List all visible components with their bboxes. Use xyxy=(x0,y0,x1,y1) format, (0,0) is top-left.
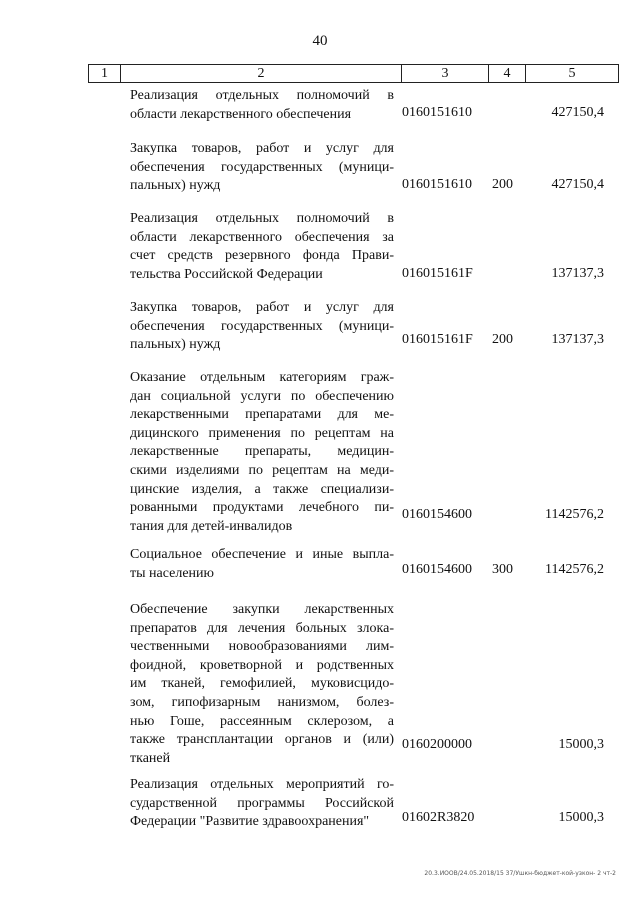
row-code: 0160154600 xyxy=(402,562,472,577)
description-line: лекарственными препаратами для ме- xyxy=(130,407,394,423)
description-line: Социальное обеспечение и иные выпла- xyxy=(130,547,394,562)
row-description xyxy=(130,210,394,284)
description-line: рованными продуктами лечебного пи- xyxy=(130,500,394,516)
row-amount: 137137,3 xyxy=(551,332,604,347)
description-line: области лекарственного обеспечения xyxy=(130,106,352,122)
row-amount: 427150,4 xyxy=(551,105,604,120)
description-line: цинские изделия, а также специализи- xyxy=(130,481,394,497)
description-line: счет средств резервного фонда Прави- xyxy=(130,248,394,264)
column-header-2: 2 xyxy=(121,65,402,83)
description-line: также трансплантации органов и (или) xyxy=(130,732,394,748)
description-line: Обеспечение закупки лекарственных xyxy=(130,602,394,617)
description-line: Реализация отдельных мероприятий го- xyxy=(130,777,394,792)
row-expense-type: 200 xyxy=(492,177,513,192)
column-header-1: 1 xyxy=(89,65,121,83)
row-amount: 1142576,2 xyxy=(545,507,604,522)
row-code: 0160154600 xyxy=(402,507,472,522)
row-amount: 427150,4 xyxy=(551,177,604,192)
description-line: пальных) нужд xyxy=(130,178,221,194)
column-header-table xyxy=(88,64,619,83)
description-line: Реализация отдельных полномочий в xyxy=(130,211,394,226)
description-line: лекарственные препараты, медицин- xyxy=(130,444,394,460)
row-description xyxy=(130,140,394,196)
row-description xyxy=(130,299,394,355)
row-description xyxy=(130,776,394,832)
footer-file-stamp: 20.3.ИООВ/24.05.2018/15 37/Ушкн-бюджет-кой-узкон- 2 чт-2 xyxy=(424,870,616,877)
description-line: фоидной, кроветворной и родственных xyxy=(130,657,394,673)
row-code: 0160151610 xyxy=(402,105,472,120)
description-line: препаратов для лечения больных злока- xyxy=(130,620,394,636)
row-code: 01602R3820 xyxy=(402,810,475,825)
description-line: нью Гоше, рассеянным склерозом, а xyxy=(130,713,394,729)
description-line: чественными новообразованиями лим- xyxy=(130,639,394,655)
description-line: скими изделиями по рецептам на меди- xyxy=(130,462,394,478)
row-expense-type: 200 xyxy=(492,332,513,347)
description-line: тканей xyxy=(130,750,171,766)
row-description xyxy=(130,546,394,583)
row-description xyxy=(130,87,394,124)
description-line: им тканей, гемофилией, муковисцидо- xyxy=(130,676,394,692)
row-code: 0160200000 xyxy=(402,737,472,752)
description-line: Оказание отдельным категориям граж- xyxy=(130,370,394,385)
column-header-5: 5 xyxy=(526,65,619,83)
description-line: обеспечения государственных (муници- xyxy=(130,159,394,175)
row-description xyxy=(130,369,394,536)
description-line: ты населению xyxy=(130,565,214,581)
row-amount: 137137,3 xyxy=(551,266,604,281)
description-line: зом, гипофизарным нанизмом, болез- xyxy=(130,694,394,710)
row-code: 016015161F xyxy=(402,266,473,281)
description-line: дицинского применения по рецептам на xyxy=(130,425,394,441)
description-line: Федерации "Развитие здравоохранения" xyxy=(130,814,370,830)
row-amount: 1142576,2 xyxy=(545,562,604,577)
row-amount: 15000,3 xyxy=(558,737,604,752)
column-header-3: 3 xyxy=(402,65,489,83)
description-line: области лекарственного обеспечения за xyxy=(130,229,394,245)
page-number: 40 xyxy=(312,33,328,49)
row-description xyxy=(130,601,394,768)
description-line: Закупка товаров, работ и услуг для xyxy=(130,141,394,156)
description-line: тельства Российской Федерации xyxy=(130,266,323,282)
description-line: Закупка товаров, работ и услуг для xyxy=(130,300,394,315)
description-line: тания для детей-инвалидов xyxy=(130,518,293,534)
column-header-4: 4 xyxy=(489,65,526,83)
row-code: 016015161F xyxy=(402,332,473,347)
description-line: пальных) нужд xyxy=(130,337,221,353)
description-line: Реализация отдельных полномочий в xyxy=(130,88,394,103)
description-line: обеспечения государственных (муници- xyxy=(130,318,394,334)
description-line: сударственной программы Российской xyxy=(130,795,394,811)
row-code: 0160151610 xyxy=(402,177,472,192)
row-expense-type: 300 xyxy=(492,562,513,577)
description-line: дан социальной услуги по обеспечению xyxy=(130,388,394,404)
row-amount: 15000,3 xyxy=(558,810,604,825)
